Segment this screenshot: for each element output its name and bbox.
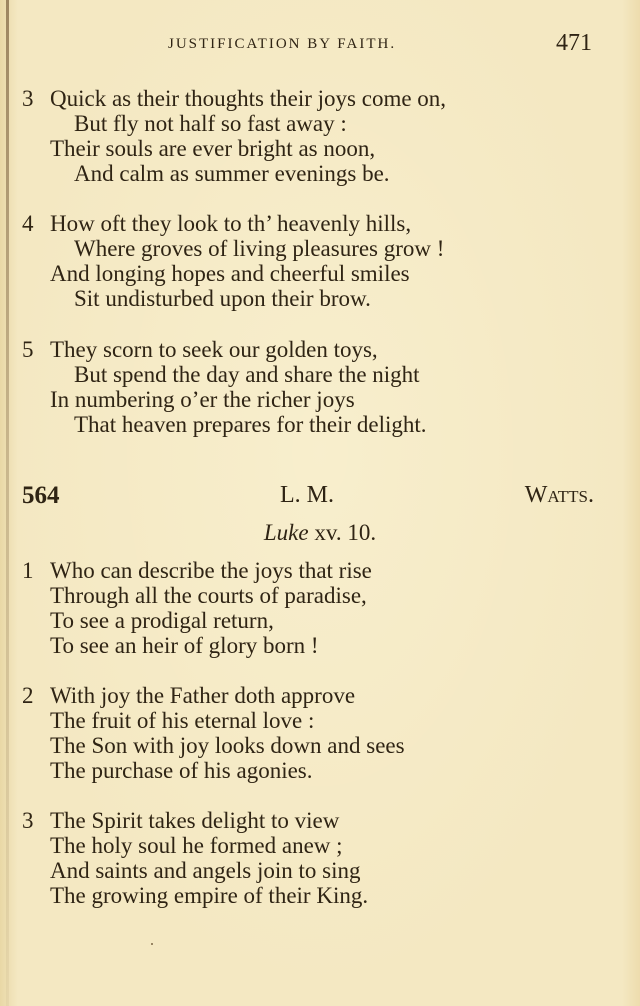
stanza-3-previous-hymn [22,86,602,186]
stanza-line: The Son with joy looks down and sees [50,733,405,758]
stanza-number: 4 [22,211,34,236]
stanza-line: And saints and angels join to sing [50,858,361,883]
stanza-line [22,683,602,708]
stanza-line: But fly not half so fast away : [74,111,347,136]
stanza-line [22,808,602,833]
running-head: JUSTIFICATION BY FAITH. [168,36,397,52]
stanza-line: And calm as summer evenings be. [74,161,390,186]
stanza-number: 2 [22,683,34,708]
stanza-line: The purchase of his agonies. [50,758,313,783]
stanza-line: And longing hopes and cheerful smiles [50,261,410,286]
scripture-book: Luke [263,520,309,545]
hymn-564-stanza-1 [22,558,602,658]
stanza-line: Through all the courts of paradise, [50,583,367,608]
stanza-line [22,337,602,362]
ink-speck [151,943,153,945]
stanza-line: The growing empire of their King. [50,883,369,908]
hymn-564-stanza-3 [22,808,602,908]
stanza-line [22,211,602,236]
stanza-line-text: Quick as their thoughts their joys come on, [50,86,447,111]
stanza-number: 3 [22,808,34,833]
stanza-line: To see an heir of glory born ! [50,633,319,658]
hymn-author: Watts. [524,482,594,508]
stanza-line [22,86,602,111]
stanza-line-text: How oft they look to th’ heavenly hills, [50,211,412,236]
stanza-line: Sit undisturbed upon their brow. [74,286,371,311]
stanza-line: The fruit of his eternal love : [50,708,315,733]
stanza-4-previous-hymn [22,211,602,311]
stanza-number: 5 [22,337,34,362]
stanza-line: In numbering o’er the richer joys [50,387,355,412]
stanza-number: 1 [22,558,34,583]
hymn-header [22,482,594,510]
scripture-reference [0,520,640,546]
stanza-line: That heaven prepares for their delight. [74,412,427,437]
stanza-line-text: Who can describe the joys that rise [50,558,372,583]
stanza-number: 3 [22,86,34,111]
stanza-line: But spend the day and share the night [74,362,420,387]
hymn-meter: L. M. [280,482,334,508]
stanza-line-text: With joy the Father doth approve [50,683,356,708]
stanza-line [22,558,602,583]
stanza-5-previous-hymn [22,337,602,437]
scripture-verse: xv. 10. [308,520,377,545]
page-edge-shadow [6,0,9,1006]
hymn-564-stanza-2 [22,683,602,783]
stanza-line-text: The Spirit takes delight to view [50,808,340,833]
page-number: 471 [556,30,592,56]
stanza-line: The holy soul he formed anew ; [50,833,343,858]
stanza-line-text: They scorn to seek our golden toys, [50,337,378,362]
stanza-line: To see a prodigal return, [50,608,274,633]
hymn-number: 564 [22,482,60,509]
stanza-line: Their souls are ever bright as noon, [50,136,376,161]
stanza-line: Where groves of living pleasures grow ! [74,236,445,261]
